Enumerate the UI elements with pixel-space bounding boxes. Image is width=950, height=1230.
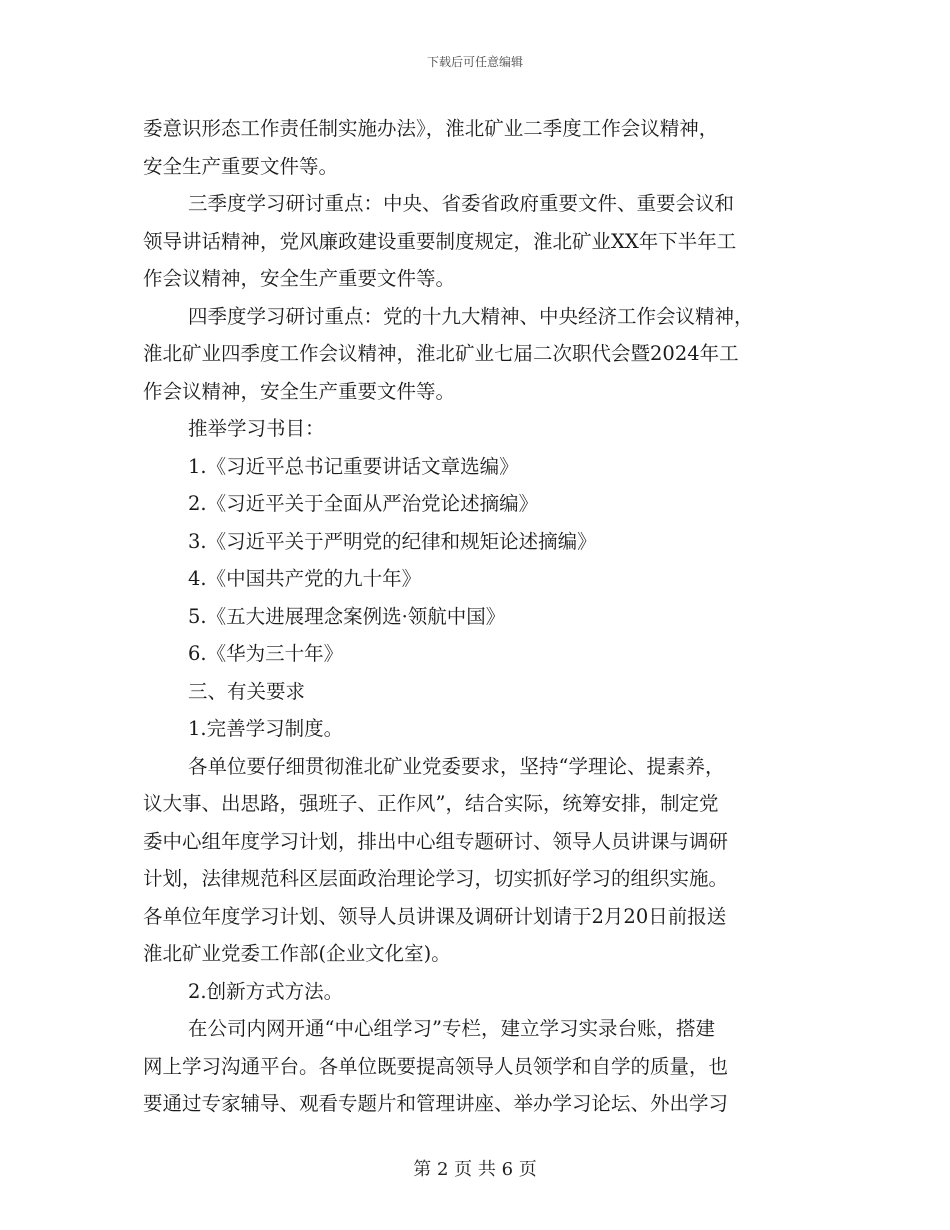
- subsection-heading: 1.完善学习制度。: [188, 717, 344, 740]
- book-item: 6.《华为三十年》: [188, 642, 344, 665]
- text-line: 在公司内网开通“中心组学习”专栏，建立学习实录台账，搭建: [188, 1017, 715, 1040]
- section-label: 推举学习书目：: [188, 417, 325, 440]
- text-line: 议大事、出思路，强班子、正作风”，结合实际，统筹安排，制定党: [143, 792, 719, 815]
- book-item: 2.《习近平关于全面从严治党论述摘编》: [188, 492, 539, 515]
- section-heading: 三、有关要求: [188, 679, 306, 703]
- page-footer: 第 2 页 共 6 页: [413, 1159, 537, 1180]
- book-item: 1.《习近平总书记重要讲话文章选编》: [188, 454, 519, 478]
- text-line: 各单位年度学习计划、领导人员讲课及调研计划请于2月20日前报送: [143, 904, 727, 928]
- text-line: 委意识形态工作责任制实施办法》，淮北矿业二季度工作会议精神，: [143, 117, 719, 140]
- text-line: 要通过专家辅导、观看专题片和管理讲座、举办学习论坛、外出学习: [143, 1092, 729, 1115]
- text-line: 淮北矿业四季度工作会议精神，淮北矿业七届二次职代会暨2024年工: [143, 342, 739, 365]
- text-line: 三季度学习研讨重点：中央、省委省政府重要文件、重要会议和: [188, 192, 735, 215]
- text-line: 计划，法律规范科区层面政治理论学习，切实抓好学习的组织实施。: [143, 867, 729, 890]
- text-line: 领导讲话精神，党风廉政建设重要制度规定，淮北矿业XX年下半年工: [143, 229, 737, 253]
- book-item: 4.《中国共产党的九十年》: [188, 567, 422, 590]
- text-line: 作会议精神，安全生产重要文件等。: [143, 267, 456, 290]
- document-body: [143, 110, 813, 1123]
- text-line: 各单位要仔细贯彻淮北矿业党委要求，坚持“学理论、提素养，: [188, 754, 725, 778]
- text-line: 作会议精神，安全生产重要文件等。: [143, 379, 456, 403]
- text-line: 委中心组年度学习计划，排出中心组专题研讨、领导人员讲课与调研: [143, 829, 729, 853]
- text-line: 四季度学习研讨重点：党的十九大精神、中央经济工作会议精神，: [188, 304, 754, 328]
- book-item: 5.《五大进展理念案例选·领航中国》: [188, 604, 506, 628]
- book-item: 3.《习近平关于严明党的纪律和规矩论述摘编》: [188, 529, 597, 553]
- page-header: 下载后可任意编辑: [426, 55, 523, 69]
- text-line: 网上学习沟通平台。各单位既要提高领导人员领学和自学的质量，也: [143, 1054, 729, 1078]
- text-line: 安全生产重要文件等。: [143, 154, 339, 178]
- text-line: 淮北矿业党委工作部(企业文化室)。: [143, 942, 451, 965]
- subsection-heading: 2.创新方式方法。: [188, 979, 344, 1003]
